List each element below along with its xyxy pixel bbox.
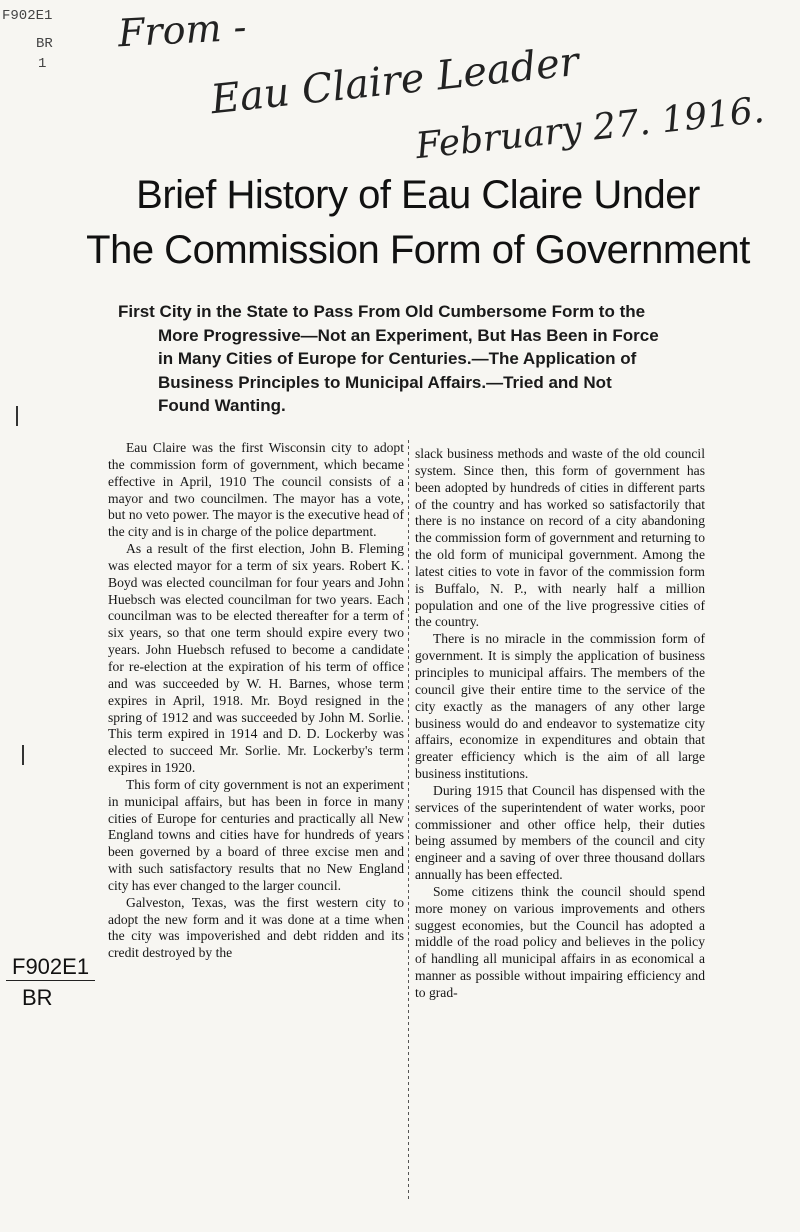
margin-mark (16, 406, 24, 426)
article-paragraph: There is no miracle in the commission form of government. It is simply the application of business principles to municipal affairs. The members of the council give their entire time to the service of the city exactly as the managers of any other large business would do and endeavor to systematize city affairs, economize in expenditures and obtain that greater efficiency which is the aim of all large business institutions. (415, 631, 705, 782)
handwritten-from: From - (116, 4, 248, 56)
archive-stamp-number: 1 (38, 56, 47, 72)
subheadline-line: First City in the State to Pass From Old Cumbersome Form to the (118, 302, 646, 321)
article-paragraph: During 1915 that Council has dispensed with the services of the superintendent of water works, poor commissioner and other office help, their duties being assumed by members of the council and city engineer and a saving of over three thousand dollars annually has been effected. (415, 782, 705, 883)
article-paragraph: Eau Claire was the first Wisconsin city to adopt the commission form of government, which became effective in April, 1910 The council consists of a mayor and two councilmen. The mayor has a vote, but no veto power. The mayor is the executive head of the city and is in charge of the police department. (108, 440, 404, 540)
archive-stamp-br: BR (36, 36, 53, 52)
file-label (6, 950, 95, 1015)
headline-line-2: The Commission Form of Government (86, 228, 750, 272)
file-label-sub: BR (22, 985, 53, 1010)
headline-line-1: Brief History of Eau Claire Under (136, 173, 700, 217)
article-column-right (415, 446, 705, 1002)
article-paragraph: Some citizens think the council should spend more money on various improvements and others suggest economies, but the Council has adopted a middle of the road policy and believes in the policy of handling all municipal affairs in as economical a manner as possible without impairing efficiency and to grad- (415, 883, 705, 1000)
subheadline-line: in Many Cities of Europe for Centuries.—The Application of (158, 349, 637, 368)
subheadline (118, 300, 708, 418)
subheadline-line: More Progressive—Not an Experiment, But Has Been in Force (158, 325, 659, 345)
article-paragraph: slack business methods and waste of the old council system. Since then, this form of government has been adopted by hundreds of cities in different parts of the country and has worked so satisfactorily that there is no instance on record of a city abandoning the commission form of government and returning to the old form of municipal government. Among the latest cities to vote in favor of the commission form is Buffalo, N. P., with nearly half a million population and one of the live progressive cities of the country. (415, 446, 705, 630)
column-divider (408, 440, 409, 1200)
article-paragraph: As a result of the first election, John B. Fleming was elected mayor for a term of six years. Robert K. Boyd was elected councilman for four years and John Huebsch was elected councilman for two years. Each councilman was to be elected thereafter for a term of six years, so that one term should expire every two years. John Huebsch refused to become a candidate for re-election at the expiration of his term of office and was succeeded by W. H. Barnes, whose term expires in April, 1918. Mr. Boyd resigned in the spring of 1912 and was succeeded by John M. Sorlie. This term expired in 1914 and D. D. Lockerby was elected to succeed Mr. Sorlie. Mr. Lockerby's term expires in 1920. (108, 541, 404, 776)
archive-stamp-code: F902E1 (2, 8, 53, 24)
file-label-code: F902E1 (6, 950, 95, 981)
article-paragraph: This form of city government is not an experiment in municipal affairs, but has been in force in many cities of Europe for centuries and practically all New England towns and cities have for hundreds of years been governed by a board of three excise men and with such satisfactory results that no New England city has ever changed to the larger council. (108, 776, 404, 893)
subheadline-line: Business Principles to Municipal Affairs.—Tried and Not (158, 372, 612, 392)
handwritten-date: February 27. 1916. (413, 89, 767, 168)
subheadline-line: Found Wanting. (158, 396, 286, 415)
margin-mark (22, 745, 30, 765)
handwritten-source: Eau Claire Leader (208, 38, 581, 124)
article-paragraph: Galveston, Texas, was the first western city to adopt the new form and it was done at a time when the city was impoverished and debt ridden and its credit destroyed by the (108, 894, 404, 961)
article-column-left (108, 440, 404, 962)
